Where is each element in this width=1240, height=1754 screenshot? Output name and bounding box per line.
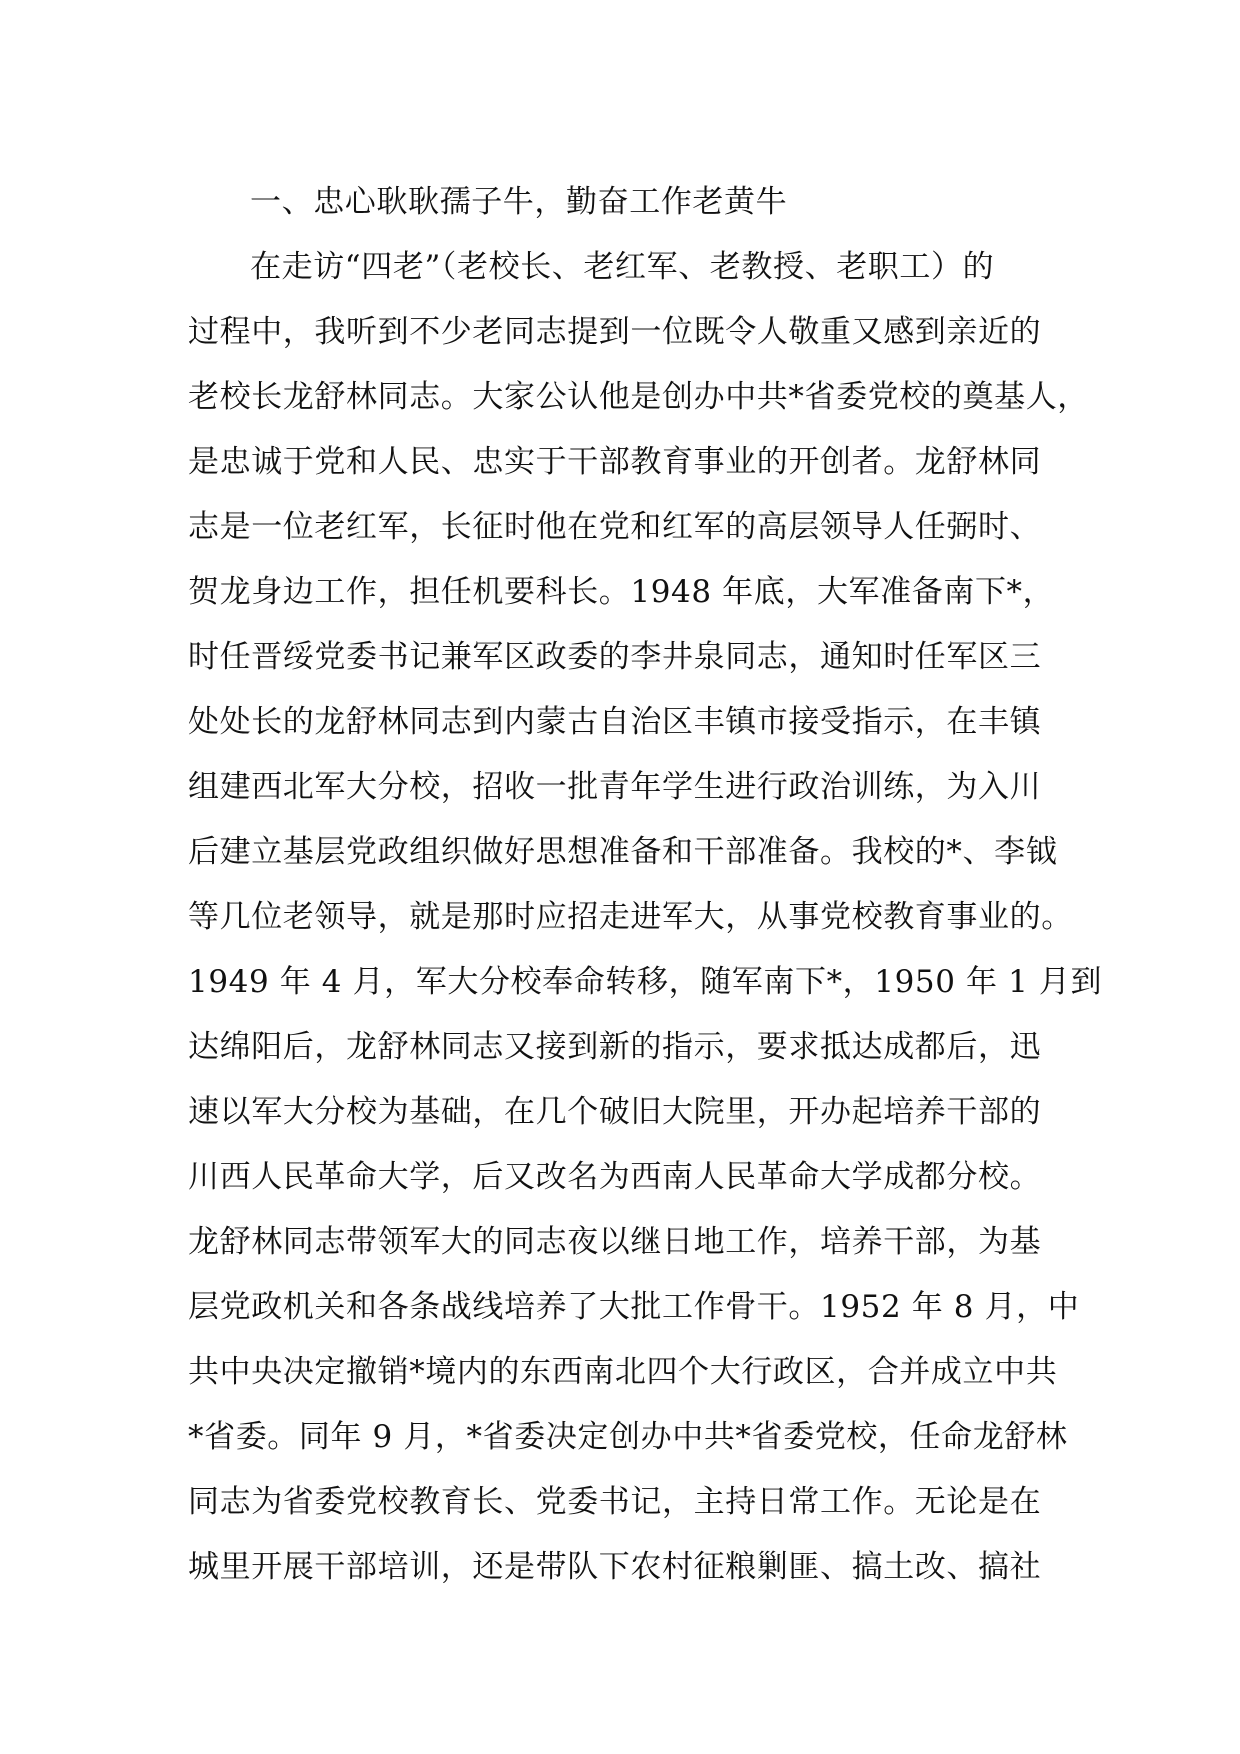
paragraph-line-1: 在走访“四老”（老校长、老红军、老教授、老职工）的 [250,249,995,285]
paragraph-line-3: 老校长龙舒林同志。大家公认他是创办中共*省委党校的奠基人， [188,379,1089,415]
paragraph-line-9: 组建西北军大分校，招收一批青年学生进行政治训练，为入川 [188,769,1042,805]
paragraph-line-17: 层党政机关和各条战线培养了大批工作骨干。1952 年 8 月，中 [188,1289,1080,1325]
paragraph-line-16: 龙舒林同志带领军大的同志夜以继日地工作，培养干部，为基 [188,1224,1042,1260]
paragraph-line-12: 1949 年 4 月，军大分校奉命转移，随军南下*，1950 年 1 月到 [188,964,1103,1000]
paragraph-line-21: 城里开展干部培训，还是带队下农村征粮剿匪、搞土改、搞社 [188,1549,1042,1585]
paragraph-line-11: 等几位老领导，就是那时应招走进军大，从事党校教育事业的。 [188,899,1073,935]
document-body [188,170,1103,1600]
paragraph-line-15: 川西人民革命大学，后又改名为西南人民革命大学成都分校。 [188,1159,1042,1195]
paragraph-line-4: 是忠诚于党和人民、忠实于干部教育事业的开创者。龙舒林同 [188,444,1042,480]
paragraph-line-18: 共中央决定撤销*境内的东西南北四个大行政区，合并成立中共 [188,1354,1058,1390]
paragraph-line-20: 同志为省委党校教育长、党委书记，主持日常工作。无论是在 [188,1484,1042,1520]
paragraph-line-7: 时任晋绥党委书记兼军区政委的李井泉同志，通知时任军区三 [188,639,1042,675]
paragraph-line-19: *省委。同年 9 月，*省委决定创办中共*省委党校，任命龙舒林 [188,1419,1068,1455]
paragraph-line-6: 贺龙身边工作，担任机要科长。1948 年底，大军准备南下*， [188,574,1055,610]
paragraph-line-8: 处处长的龙舒林同志到内蒙古自治区丰镇市接受指示，在丰镇 [188,704,1042,740]
paragraph-line-10: 后建立基层党政组织做好思想准备和干部准备。我校的*、李钺 [188,834,1058,870]
paragraph-line-2: 过程中，我听到不少老同志提到一位既令人敬重又感到亲近的 [188,314,1042,350]
paragraph-line-13: 达绵阳后，龙舒林同志又接到新的指示，要求抵达成都后，迅 [188,1029,1042,1065]
paragraph-line-5: 志是一位老红军，长征时他在党和红军的高层领导人任弼时、 [188,509,1042,545]
paragraph-line-14: 速以军大分校为基础，在几个破旧大院里，开办起培养干部的 [188,1094,1042,1130]
section-heading: 一、忠心耿耿孺子牛，勤奋工作老黄牛 [250,184,788,220]
